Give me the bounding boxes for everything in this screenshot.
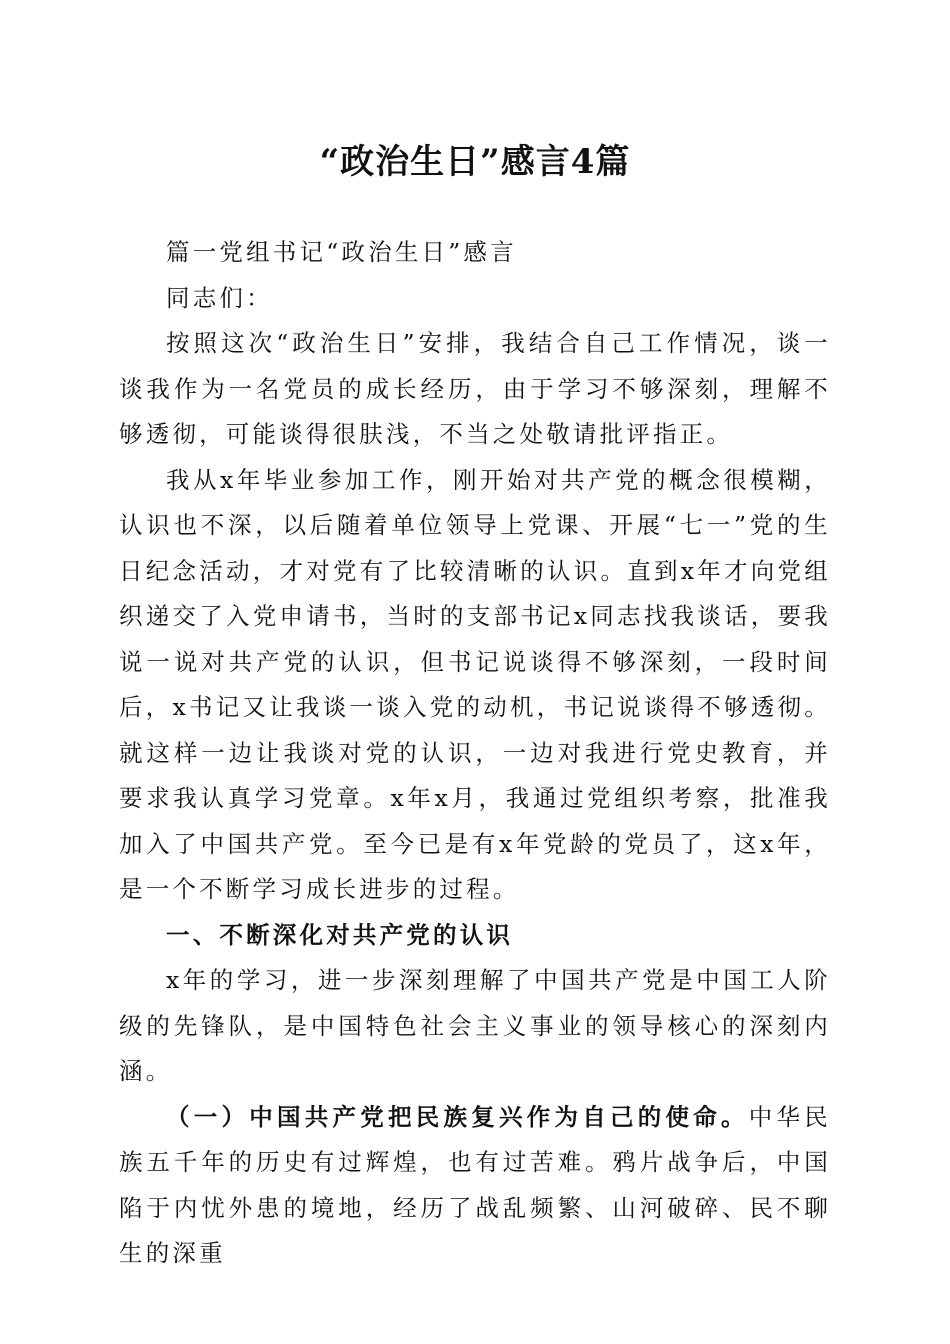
paragraph-learning: x年的学习，进一步深刻理解了中国共产党是中国工人阶级的先锋队，是中国特色社会主义事业的领导核心的深刻内涵。 bbox=[119, 966, 831, 1085]
paragraph-mission-body: 中华民族五千年的历史有过辉煌，也有过苦难。鸦片战争后，中国陷于内忧外患的境地，经历了战乱频繁、山河破碎、民不聊生的深重 bbox=[119, 1102, 832, 1267]
section-subtitle: 篇一党组书记“政治生日”感言 bbox=[166, 238, 517, 266]
section-heading: 一、不断深化对共产党的认识 bbox=[166, 920, 514, 949]
paragraph-mission-lead: （一）中国共产党把民族复兴作为自己的使命。 bbox=[166, 1102, 749, 1131]
paragraph-mission bbox=[119, 1095, 831, 1277]
salutation: 同志们： bbox=[166, 283, 273, 312]
paragraph-intro: 按照这次“政治生日”安排，我结合自己工作情况，谈一谈我作为一名党员的成长经历，由于学习不够深刻，理解不够透彻，可能谈得很肤浅，不当之处敬请批评指正。 bbox=[119, 329, 831, 448]
paragraph-history: 我从x年毕业参加工作，刚开始对共产党的概念很模糊，认识也不深，以后随着单位领导上党课、开展“七一”党的生日纪念活动，才对党有了比较清晰的认识。直到x年才向党组织递交了入党申请书，当时的支部书记x同志找我谈话，要我说一说对共产党的认识，但书记说谈得不够深刻，一段时间后，x书记又让我谈一谈入党的动机，书记说谈得不够透彻。就这样一边让我谈对党的认识，一边对我进行党史教育，并要求我认真学习党章。x年x月，我通过党组织考察，批准我加入了中国共产党。至今已是有x年党龄的党员了，这x年，是一个不断学习成长进步的过程。 bbox=[119, 465, 831, 903]
document-title: “政治生日”感言4篇 bbox=[319, 142, 631, 182]
document-body bbox=[119, 230, 831, 1277]
